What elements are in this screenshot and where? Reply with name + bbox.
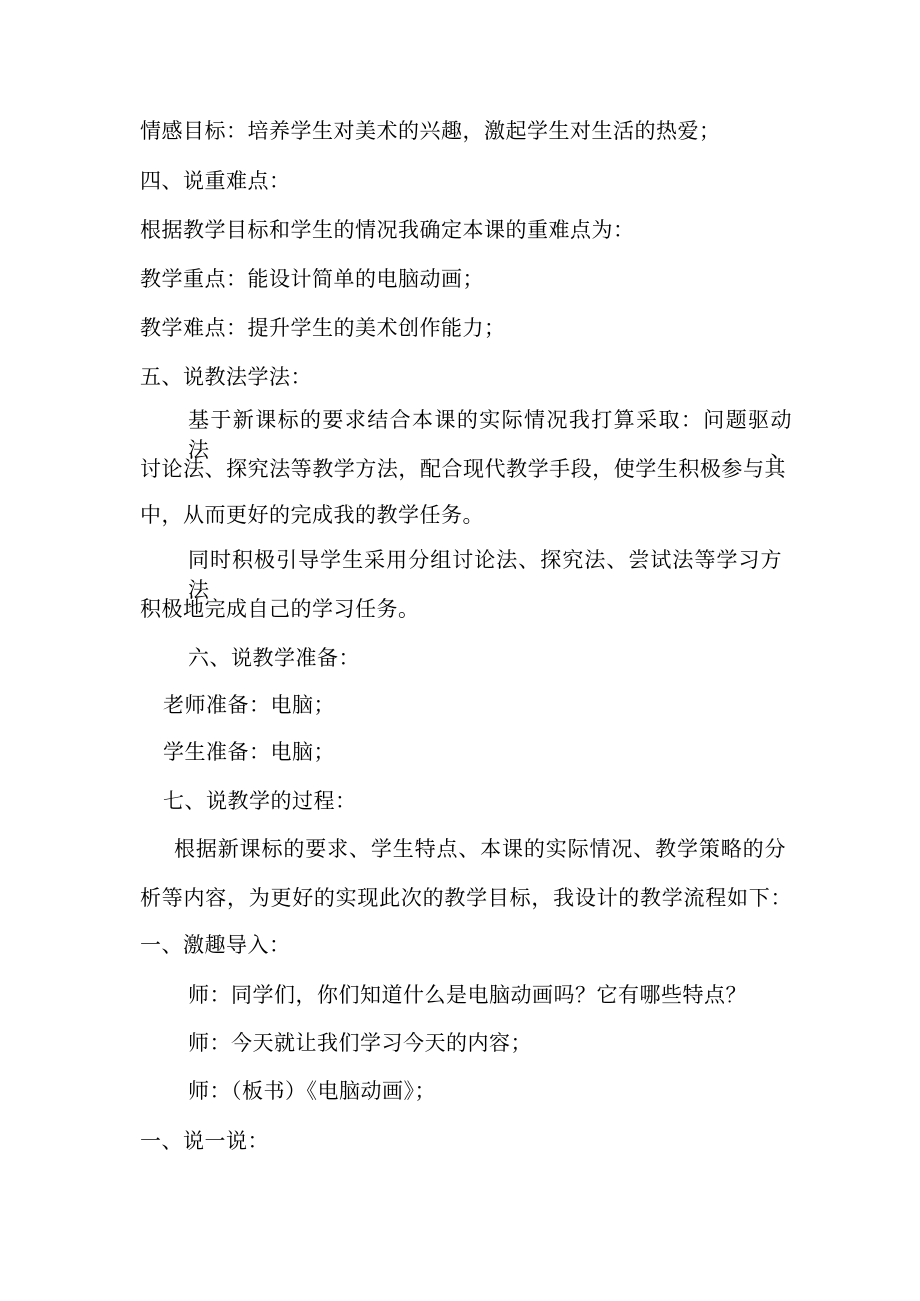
method-paragraph-line-1: 基于新课标的要求结合本课的实际情况我打算采取：问题驱动法、 [188,408,792,462]
teacher-blackboard: 师：（板书）《电脑动画》； [188,1079,436,1103]
process-paragraph-line-1: 根据新课标的要求、学生特点、本课的实际情况、教学策略的分 [174,837,786,861]
section-four-heading: 四、说重难点： [140,169,291,193]
teacher-statement: 师：今天就让我们学习今天的内容； [188,1031,532,1055]
say-it-heading: 一、说一说： [140,1129,269,1153]
learning-method-line-1: 同时积极引导学生采用分组讨论法、探究法、尝试法等学习方法 [188,548,782,602]
method-paragraph-line-3: 中，从而更好的完成我的教学任务。 [140,503,484,527]
learning-method-line-2: 积极地完成自己的学习任务。 [140,597,420,621]
section-five-heading: 五、说教法学法： [140,365,312,389]
teacher-question: 师：同学们，你们知道什么是电脑动画吗？它有哪些特点？ [188,983,747,1007]
method-paragraph-line-2: 讨论法、探究法等教学方法，配合现代教学手段，使学生积极参与其 [140,457,786,481]
student-preparation: 学生准备：电脑； [163,740,335,764]
teacher-preparation: 老师准备：电脑； [163,693,335,717]
emotion-goal-line: 情感目标：培养学生对美术的兴趣，激起学生对生活的热爱； [140,119,721,143]
teaching-key-point: 教学重点：能设计简单的电脑动画； [140,267,484,291]
teaching-difficulty: 教学难点：提升学生的美术创作能力； [140,316,506,340]
process-paragraph-line-2: 析等内容，为更好的实现此次的教学目标，我设计的教学流程如下： [140,886,792,910]
intro-heading: 一、激趣导入： [140,933,291,957]
key-points-intro: 根据教学目标和学生的情况我确定本课的重难点为： [140,218,635,242]
section-six-heading: 六、说教学准备： [188,646,360,670]
section-seven-heading: 七、说教学的过程： [163,789,357,813]
